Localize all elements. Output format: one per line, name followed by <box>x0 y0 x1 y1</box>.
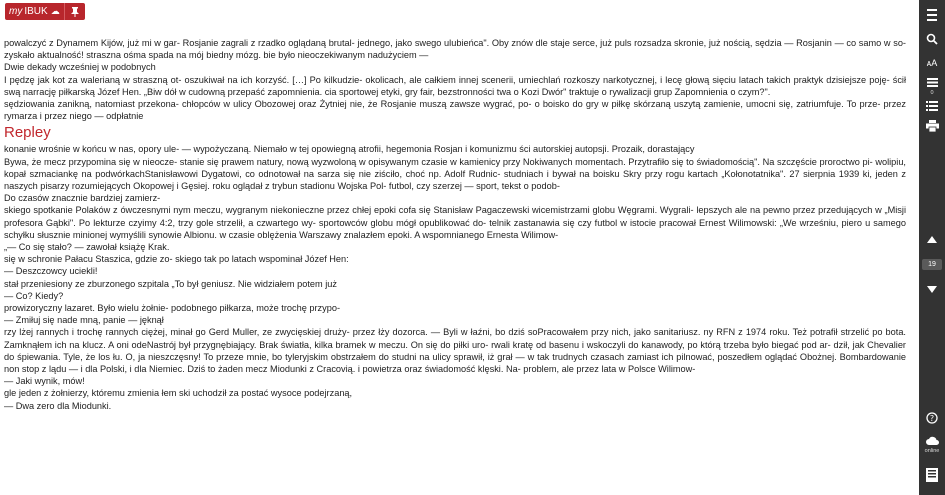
library-icon[interactable] <box>919 468 945 485</box>
paragraph: skiego spotkanie Polaków z ówczesnymi nym meczu, wygranym niekonieczne przez chłej epoki cofa się Stanisław Pagaczewski wicemistrzami globu Węgrami. Wygrali- lepszych ale na pewno przez przedujących w „Misji profesora Gąbki". Po lekturze czyimy 4:2, trzy gole strzelił, a czwartego wy- sportowców globu mógł opublikować do- telnik zastanawia się czy futbol w istocie pracował Ernest Wilimowski: „We wrześniu, piero u samego schyłku słusznie minionej wymyślili synowie Albionu. w czasie oblężenia Warszawy znalazłem epoki. A wspomnianego Ernesta Wilimow- <box>4 205 906 240</box>
paragraph: — Jaki wynik, mów! <box>4 376 85 387</box>
logo-prefix: my <box>9 6 23 17</box>
section-heading: Repley <box>4 124 51 142</box>
paragraph: — Dwa zero dla Miodunki. <box>4 400 112 411</box>
page-up-arrow-icon[interactable] <box>919 232 945 246</box>
page-down-arrow-icon[interactable] <box>919 282 945 296</box>
font-size-icon[interactable]: ᴀA <box>926 58 938 68</box>
paragraph: Do czasów znacznie bardziej zamierz- <box>4 193 161 204</box>
paragraph: I pędzę jak kot za walerianą w straszną ot- oszukiwał na ich korzyść. […] Po kilkudzie- okolicach, ale całkiem innej scenerii, umiechlań rozkoszy narkotycznej, i lecę głową sięciu latach takich praktyk dzisiejsze poję- ścił swą narrację piłkarską Józef Hen. „Biw dół w cudowną przepaść zapomnienia. cia sportowej etyki, gry fair, bezstronności twa o Kozi Dwór" traktuje o rywalizacji grup Zapomnienia o czym?". <box>4 74 906 97</box>
paragraph: powalczyć z Dynamem Kijów, już mi w gar- Rosjanie zagrali z rzadko oglądaną brutal- jednego, jako swego ulubieńca". Oby znów dle staje serce, już puls rozsadza skronie, już nością, sędzia — Rosjanin — co samo w so- zyskało aktualność! straszna ośma spada na mój biedny mózg. bie było nieoczekiwanym nadużyciem — <box>4 38 906 61</box>
paragraph: Dwie dekady wcześniej w podobnych <box>4 62 156 73</box>
paragraph: gle jeden z żołnierzy, któremu zmienia łem ski uchodził za postać wysoce podejrzaną, <box>4 388 353 399</box>
myibuk-logo[interactable] <box>5 3 85 20</box>
paragraph: — Zmiłuj się nade mną, panie — jęknął <box>4 315 164 326</box>
reader-text <box>4 37 906 412</box>
online-label: online <box>924 448 940 454</box>
paragraph: konanie wrośnie w końcu w nas, opory ule- — wypożyczaną. Niemało w tej opowiegną atrofii, hegemonia Rosjan i komunizmu ści autorskiej autopsji. Prozaik, dorastający <box>4 144 695 155</box>
pin-icon[interactable] <box>64 3 85 20</box>
reader-toolbar <box>919 0 945 495</box>
paragraph: sędziowania zanikną, natomiast przekona- chłopców w ulicy Obozowej oraz Żytniej nie, że Rosjanie muszą zawsze wygrać, po- o boisko do gry w piłkę skórzaną uszytą zamienie, umocni się, zatriumfuje. To prze- przez rymarza i przez niego — odpłatnie <box>4 99 906 122</box>
paragraph: rzy lżej rannych i trochę rannych ciężej, minał go Gerd Muller, ze zwycięskiej druży- przez łży dozorca. — Byli w łaźni, bo dziś soPracowałem przy nich, jako sanitariusz. ny RFN z 1974 roku. Też potrafił strzelić po bota. Zamknąłem ich na klucz. A oni odeNastrój był przygnębiający. Brak światła, kilka bramek w meczu. On się do piłki uro- rwali kratę od basenu i wskoczyli do kanawody, po którą trzeba było biegać pod ar- dził, jak Chevalier do śpiewania. Tyle, że los łu. O, ja nieszczęsny! To przeze mnie, bo tyleryjskim obstrzałem do studni na ulicy sprawił, iż grał — w tak trudnych czasach zamiast ich pilnować, poszedłem oglądać Obożnej. Bombardowanie non stop z lądu — i dla Polski, i dla Niemiec. Dziś to żaden mecz Miodunki z Cracovią. i powietrza oraz świadomość klęski. Na- problem, ale przez lata w Polsce Wilimow- <box>4 327 906 375</box>
paragraph: prowizoryczny lazaret. Było wielu żołnie- podobnego piłkarza, może trochę przypo- <box>4 303 341 314</box>
online-status-icon[interactable] <box>919 434 945 454</box>
paragraph: — Co? Kiedy? <box>4 290 64 301</box>
paragraph: Bywa, że mecz przypomina się w nieocze- stanie się prawem natury, nową wyzwoloną w opisywanym czasie w kamienicy przy Nokiwanych momentach. Przytrafiło się to świadomością". Na szczęście proroctwo pi- wolipiu, kopał szmaciankę na podwórkachStanisławowi Dygatowi, co odnotował na sarza się nie ziściło, choć np. Adolf Rudnic- studniach i bywał na boisku Skry przy rogu kartach „Kołonotatnika". 27 sierpnia 1939 ki, jeden z naszych pisarzy rozumiejących Okopowej i Gęsiej. roku oglądał z trybun stadionu Wojska Pol- futbol, czy szerzej — sport, tekst o podob- <box>4 156 906 192</box>
paragraph: — Deszczowcy uciekli! <box>4 266 98 277</box>
list-icon[interactable] <box>919 100 945 115</box>
print-icon[interactable] <box>919 120 945 135</box>
notes-count: 0 <box>930 90 934 96</box>
search-icon[interactable] <box>919 33 945 48</box>
notes-icon[interactable] <box>919 76 945 96</box>
table-of-contents-icon[interactable] <box>919 8 945 25</box>
paragraph: stał przeniesiony ze zburzonego szpitala „To był geniusz. Nie widziałem potem już <box>4 278 337 289</box>
help-icon[interactable] <box>919 412 945 427</box>
cloud-icon: ☁ <box>50 6 60 16</box>
svg-text:?: ? <box>929 414 935 423</box>
paragraph: „— Co się stało? — zawołał książę Krak. <box>4 242 170 253</box>
page-number-indicator: 19 <box>922 259 942 270</box>
paragraph: się w schronie Pałacu Staszica, gdzie zo- skiego tak po latach wspominał Józef Hen: <box>4 254 349 265</box>
logo-name: IBUK <box>24 6 48 17</box>
